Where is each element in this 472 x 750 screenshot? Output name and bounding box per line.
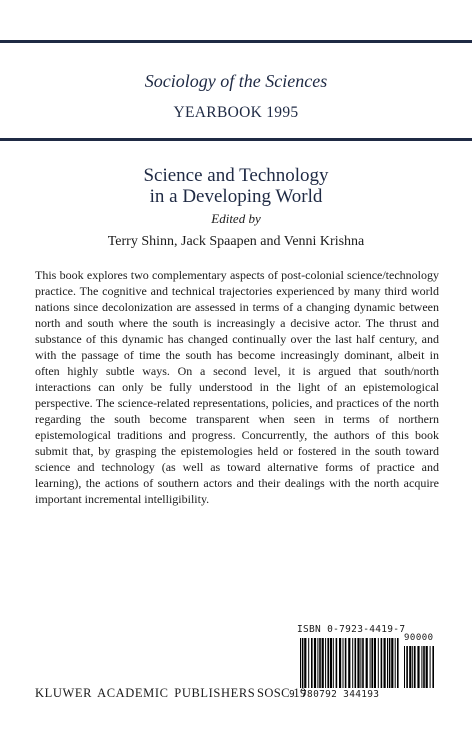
barcode-addon-icon <box>404 646 436 688</box>
series-code: SOSC 19 <box>257 686 307 700</box>
series-title: Sociology of the Sciences <box>144 71 328 91</box>
barcode-addon-digits: 90000 <box>404 633 434 643</box>
barcode-icon <box>300 638 400 688</box>
book-title <box>0 165 472 207</box>
editors-names: Terry Shinn, Jack Spaapen and Venni Krishna <box>107 234 365 249</box>
bottom-rule <box>0 138 472 141</box>
book-description: This book explores two complementary aspects of post-colonial science/technology practice. The cognitive and technical trajectories experienced by many third world nations since decolonization are assessed in terms of a changing dynamic between north and south where the south is increasingly a decisive actor. The thrust and substance of this dynamic has changed continually over the last half century, and with the passage of time the south has become increasingly dominant, albeit in often highly subtle ways. On a second level, it is argued that south/north interactions can only be fully understood in the light of an epistemological perspective. The science-related representations, policies, and practices of the north regarding the south become transparent when seen in terms of northern epistemological traditions and progress. Concurrently, the authors of this book submit that, by grasping the epistemologies held or fostered in the south toward science and technology (as well as toward alternative forms of practice and learning), the actions of southern actors and their dealings with the north acquire important incremental intelligibility. <box>35 268 439 506</box>
publisher-name: KLUWER ACADEMIC PUBLISHERS <box>35 686 256 700</box>
edited-by-label: Edited by <box>211 211 261 226</box>
book-title-line-1: Science and Technology <box>143 165 329 186</box>
yearbook-label: YEARBOOK 1995 <box>173 104 299 121</box>
isbn-text: ISBN 0-7923-4419-7 <box>297 624 406 635</box>
book-title-line-2: in a Developing World <box>149 186 323 207</box>
top-rule <box>0 40 472 43</box>
barcode-digits: 9 780792 344193 <box>289 689 380 700</box>
